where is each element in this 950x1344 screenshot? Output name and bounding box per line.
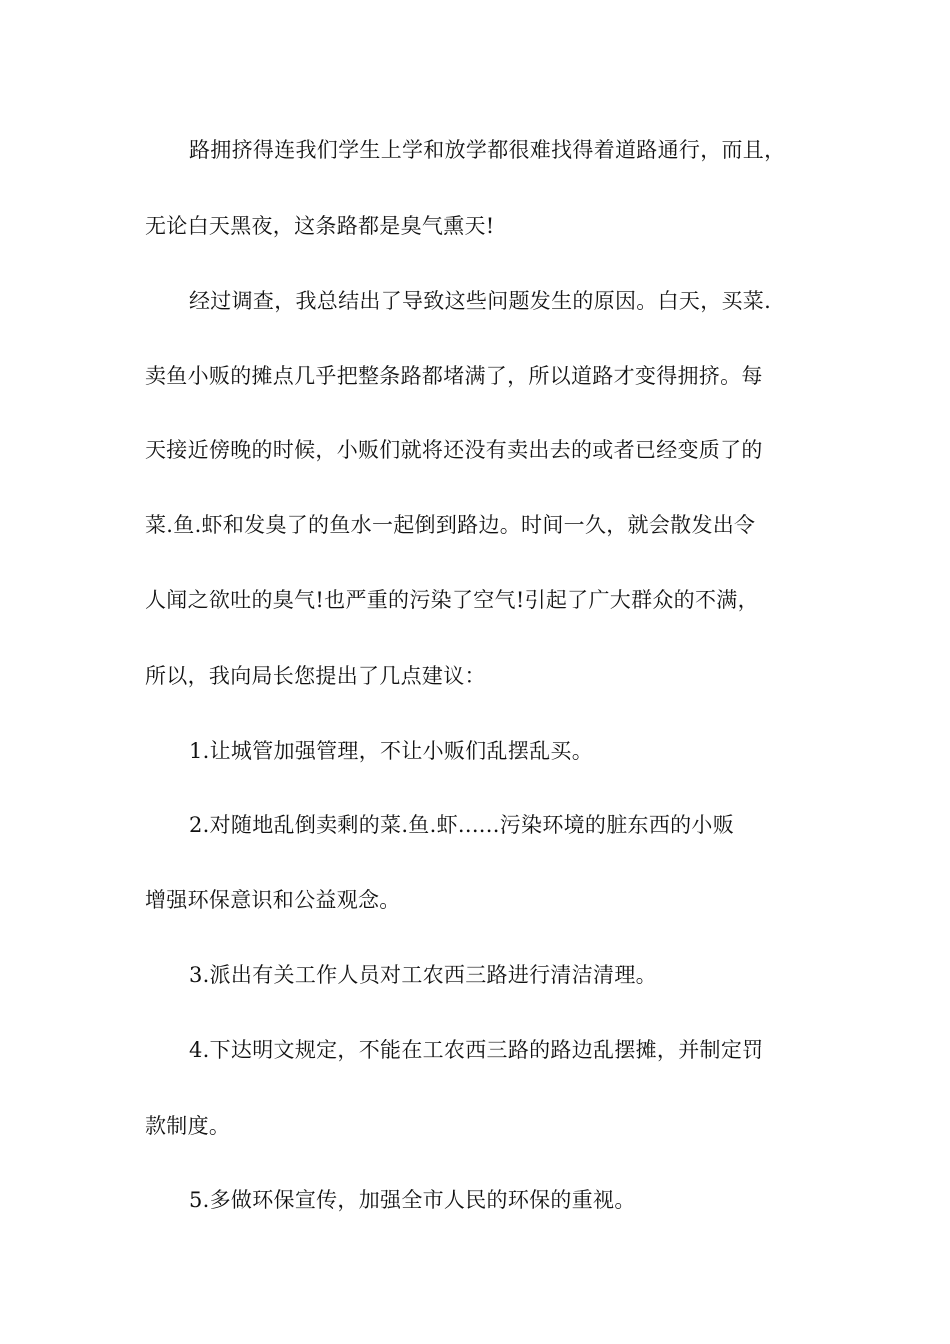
suggestion-item-continuation: 增强环保意识和公益观念。	[145, 888, 401, 912]
suggestion-item: 3.派出有关工作人员对工农西三路进行清洁清理。	[189, 963, 657, 987]
paragraph-line: 无论白天黑夜，这条路都是臭气熏天!	[145, 214, 495, 238]
suggestion-item: 1.让城管加强管理，不让小贩们乱摆乱买。	[189, 739, 594, 763]
paragraph-line: 菜.鱼.虾和发臭了的鱼水一起倒到路边。时间一久，就会散发出令	[145, 513, 756, 537]
suggestion-item: 4.下达明文规定，不能在工农西三路的路边乱摆摊，并制定罚	[189, 1038, 764, 1062]
paragraph-line: 卖鱼小贩的摊点几乎把整条路都堵满了，所以道路才变得拥挤。每	[145, 364, 763, 388]
suggestion-item: 5.多做环保宣传，加强全市人民的环保的重视。	[189, 1188, 636, 1212]
paragraph-line: 经过调查，我总结出了导致这些问题发生的原因。白天，买菜.	[189, 289, 772, 313]
paragraph-line: 所以，我向局长您提出了几点建议：	[145, 664, 486, 688]
suggestion-item: 2.对随地乱倒卖剩的菜.鱼.虾......污染环境的脏东西的小贩	[189, 813, 735, 837]
paragraph-line: 路拥挤得连我们学生上学和放学都很难找得着道路通行，而且，	[189, 138, 786, 162]
paragraph-line: 人闻之欲吐的臭气!也严重的污染了空气!引起了广大群众的不满，	[145, 588, 759, 612]
paragraph-line: 天接近傍晚的时候，小贩们就将还没有卖出去的或者已经变质了的	[145, 438, 763, 462]
suggestion-item-continuation: 款制度。	[145, 1114, 231, 1138]
